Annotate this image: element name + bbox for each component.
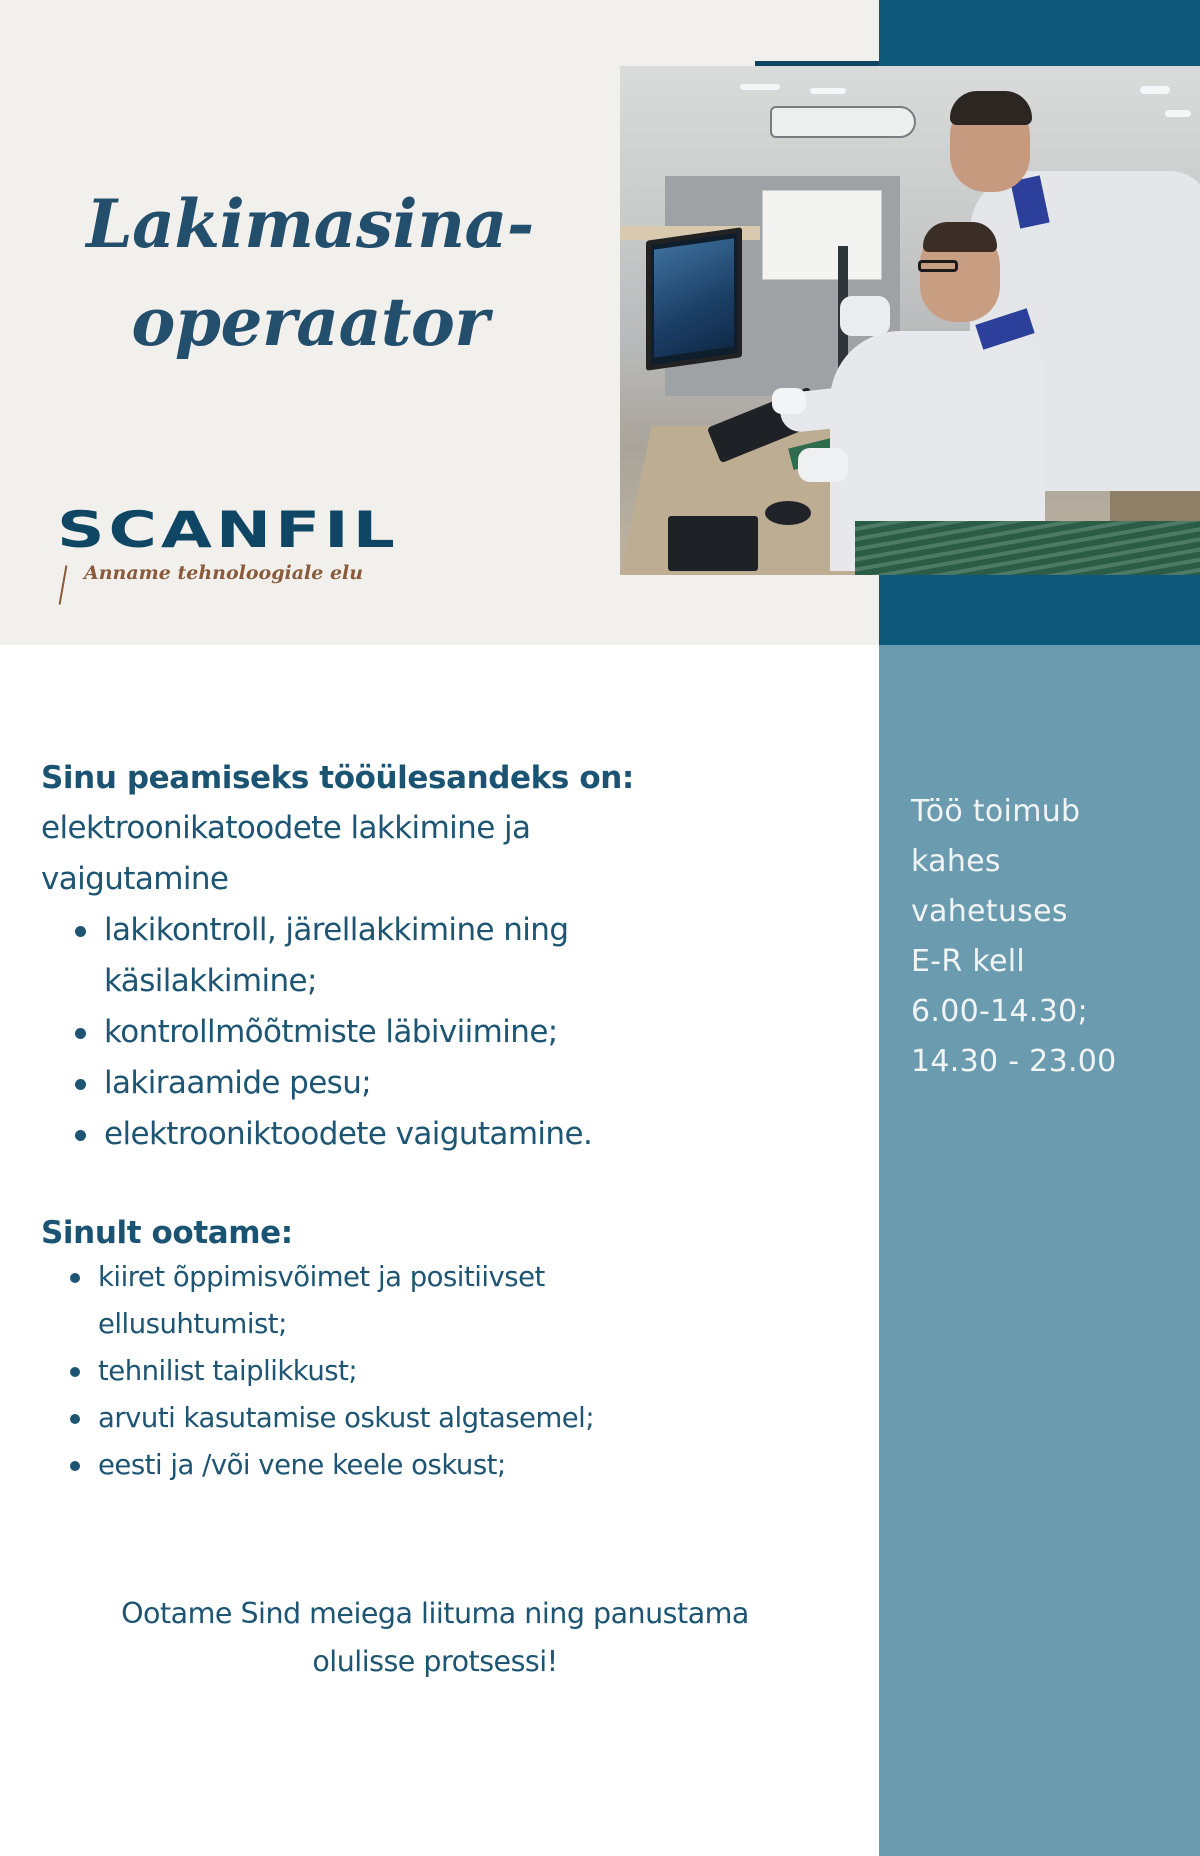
list-item <box>41 1395 841 1442</box>
list-item-text: lakiraamide pesu; <box>104 1065 372 1101</box>
glove-icon <box>798 448 848 482</box>
microscope-icon <box>840 296 890 336</box>
logo-tagline: Anname tehnoloogiale elu <box>84 562 364 584</box>
ceiling-light-icon <box>740 84 780 90</box>
list-item-text: elektrooniktoodete vaigutamine. <box>104 1116 593 1152</box>
list-item-text: kontrollmõõtmiste läbiviimine; <box>104 1014 558 1050</box>
shift-line: E-R kell <box>911 944 1025 979</box>
closing-line-1: Ootame Sind meiega liituma ning panustama <box>121 1597 749 1630</box>
list-item-text: kiiret õppimisvõimet ja positiivset <box>98 1261 545 1293</box>
tasks-section <box>41 753 841 1160</box>
scanfil-logo: SCANFIL <box>57 501 399 559</box>
requirements-section <box>41 1208 841 1489</box>
shift-line: vahetuses <box>911 894 1068 929</box>
list-item <box>41 1442 841 1489</box>
shift-info <box>911 787 1191 1087</box>
list-item <box>41 1348 841 1395</box>
glove-icon <box>772 388 806 414</box>
tasks-intro-line-2: vaigutamine <box>41 861 229 897</box>
list-item <box>41 1007 841 1058</box>
shift-line: Töö toimub <box>911 794 1081 829</box>
person-standing-hair <box>950 91 1032 125</box>
list-item-text: tehnilist taiplikkust; <box>98 1355 358 1387</box>
shift-line: 6.00-14.30; <box>911 994 1088 1029</box>
overhead-lamp-icon <box>770 106 916 138</box>
list-item-text: arvuti kasutamise oskust algtasemel; <box>98 1402 595 1434</box>
job-title-line-2: operaator <box>131 283 489 361</box>
requirements-list <box>41 1254 841 1489</box>
tasks-list <box>41 905 841 1160</box>
requirements-heading: Sinult ootame: <box>41 1215 293 1251</box>
closing-line-2: olulisse protsessi! <box>312 1645 558 1678</box>
list-item-text: eesti ja /või vene keele oskust; <box>98 1449 506 1481</box>
circuit-board-stack <box>855 521 1200 575</box>
keyboard-icon <box>668 516 758 571</box>
list-item <box>41 1058 841 1109</box>
ceiling-light-icon <box>810 88 846 94</box>
job-title <box>40 175 580 371</box>
list-item <box>41 1109 841 1160</box>
workstation-photo <box>620 66 1200 575</box>
list-item <box>41 1254 841 1348</box>
list-item-text: ellusuhtumist; <box>98 1308 287 1340</box>
tasks-heading: Sinu peamiseks tööülesandeks on: <box>41 760 634 796</box>
list-item-text: lakikontroll, järellakkimine ning <box>104 912 569 948</box>
glasses-icon <box>918 260 958 272</box>
job-title-line-1: Lakimasina- <box>86 185 534 263</box>
person-seated-hair <box>923 222 997 252</box>
list-item <box>41 905 841 1007</box>
shift-line: 14.30 - 23.00 <box>911 1044 1117 1079</box>
ceiling-light-icon <box>1140 86 1170 94</box>
mouse-icon <box>765 501 811 525</box>
closing-message <box>40 1590 830 1686</box>
ceiling-light-icon <box>1165 110 1191 117</box>
list-item-text: käsilakkimine; <box>104 963 317 999</box>
wall-chart <box>762 190 882 280</box>
tasks-intro-line-1: elektroonikatoodete lakkimine ja <box>41 810 531 846</box>
monitor-screen <box>654 238 734 357</box>
shift-line: kahes <box>911 844 1001 879</box>
